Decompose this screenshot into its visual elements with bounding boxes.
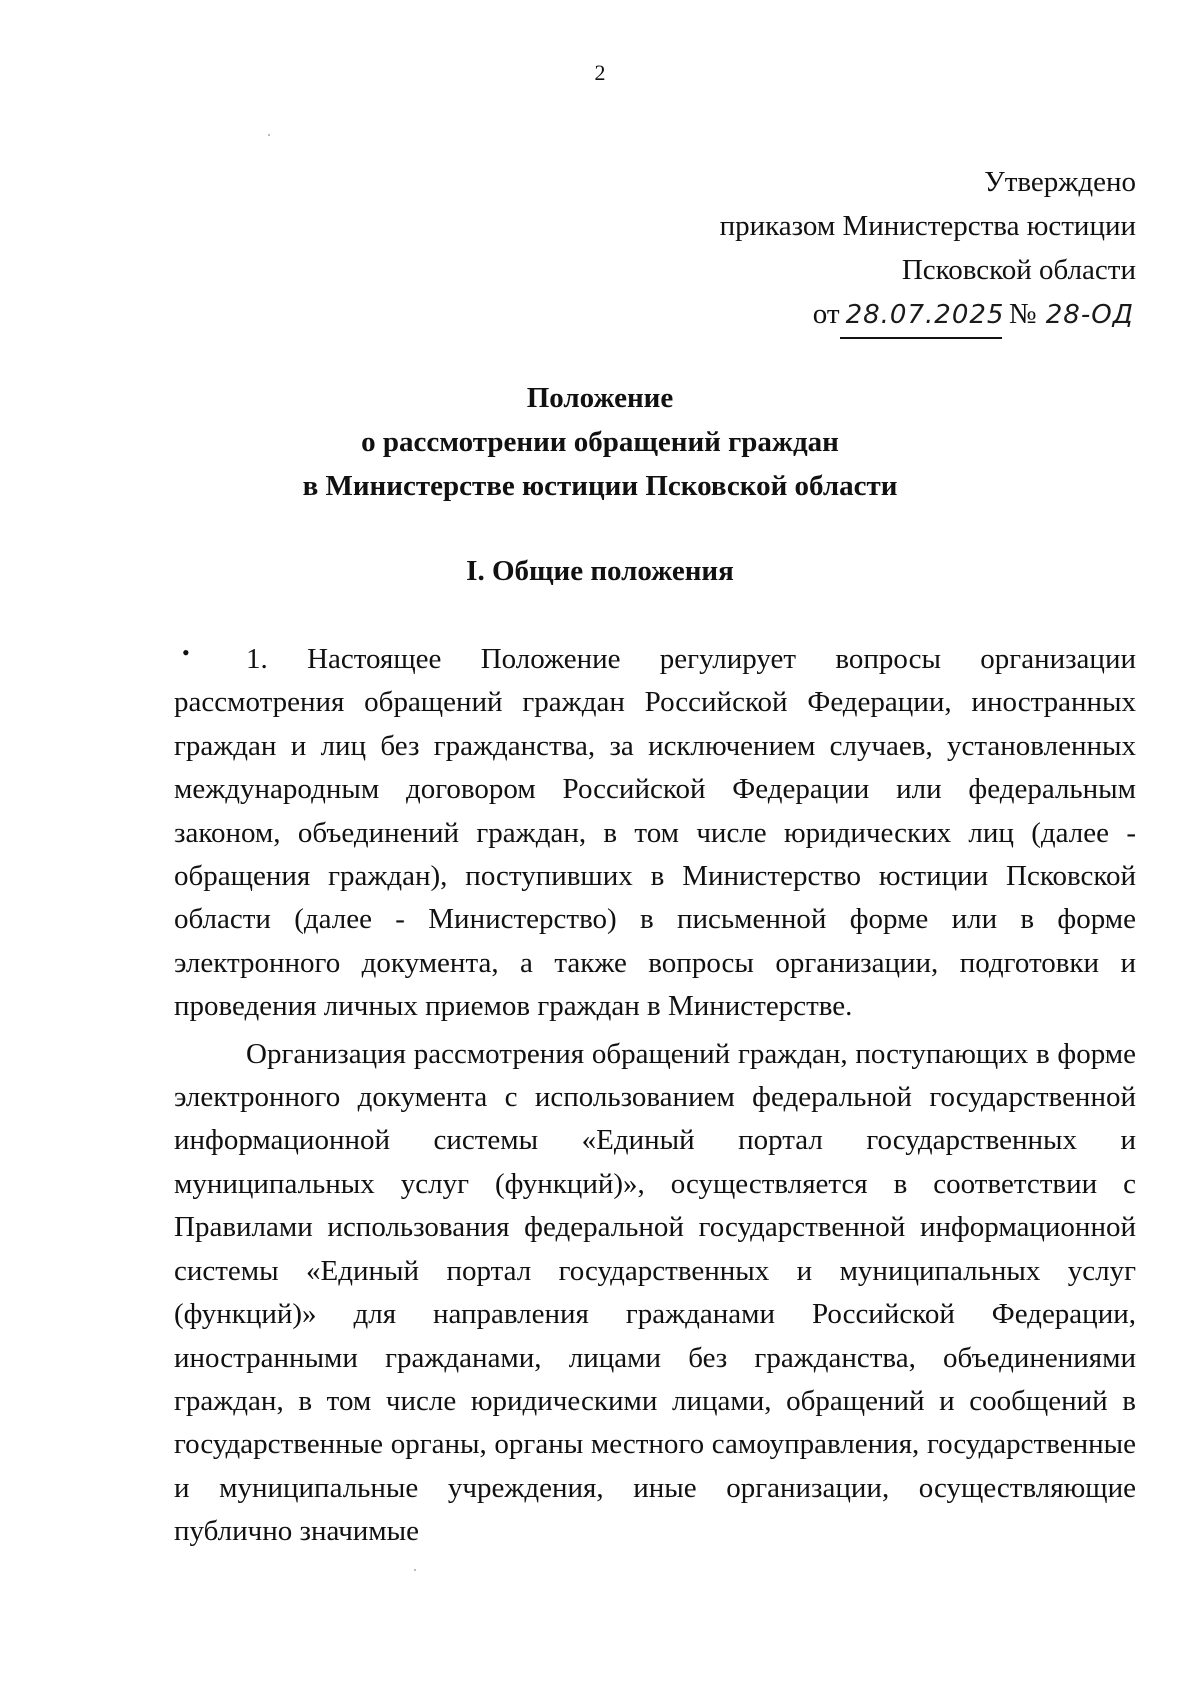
section-heading: I. Общие положения [466,555,734,587]
handwritten-date: 28.07.2025 [840,293,1002,339]
scan-speck [268,134,270,136]
title-line-3: в Министерстве юстиции Псковской области [302,470,898,502]
approval-order-of: приказом Министерства юстиции [719,210,1136,242]
paragraph-1: 1. Настоящее Положение регулирует вопросы организации рассмотрения обращений граждан Российской Федерации, иностранных граждан и лиц без гражданства, за исключением случаев, установленных международным договором Российской Федерации или федеральным законом, объединений граждан, в том числе юридических лиц (далее - обращения граждан), поступивших в Министерство юстиции Псковской области (далее - Министерство) в письменной форме или в форме электронного документа, а также вопросы организации, подготовки и проведения личных приемов граждан в Министерстве. [174,643,1136,1023]
bullet-mark: • [182,640,190,665]
document-title [0,376,1200,508]
approval-approved: Утверждено [984,166,1136,198]
paragraph-2: Организация рассмотрения обращений граждан, поступающих в форме электронного документа с использованием федеральной государственной информационной системы «Единый портал государственных и муниципальных услуг (функций)», осуществляется в соответствии с Правилами использования федеральной государственной информационной системы «Единый портал государственных и муниципальных услуг (функций)» для направления гражданами Российской Федерации, иностранными гражданами, лицами без гражданства, объединениями граждан, в том числе юридическими лицами, обращений и сообщений в государственные органы, органы местного самоуправления, государственные и муниципальные учреждения, иные организации, осуществляющие публично значимые [174,1037,1136,1548]
title-line-1: Положение [526,382,674,414]
title-line-2: о рассмотрении обращений граждан [361,426,839,458]
approval-block [720,160,1136,339]
page-number: 2 [594,60,606,85]
handwritten-number: 28-ОД [1045,300,1134,330]
approval-date-number-line [720,292,1136,339]
number-prefix: № [1008,298,1037,330]
body-text [174,638,1136,1558]
approval-region: Псковской области [901,254,1136,286]
scan-speck [414,1569,416,1571]
date-prefix: от [812,298,840,330]
